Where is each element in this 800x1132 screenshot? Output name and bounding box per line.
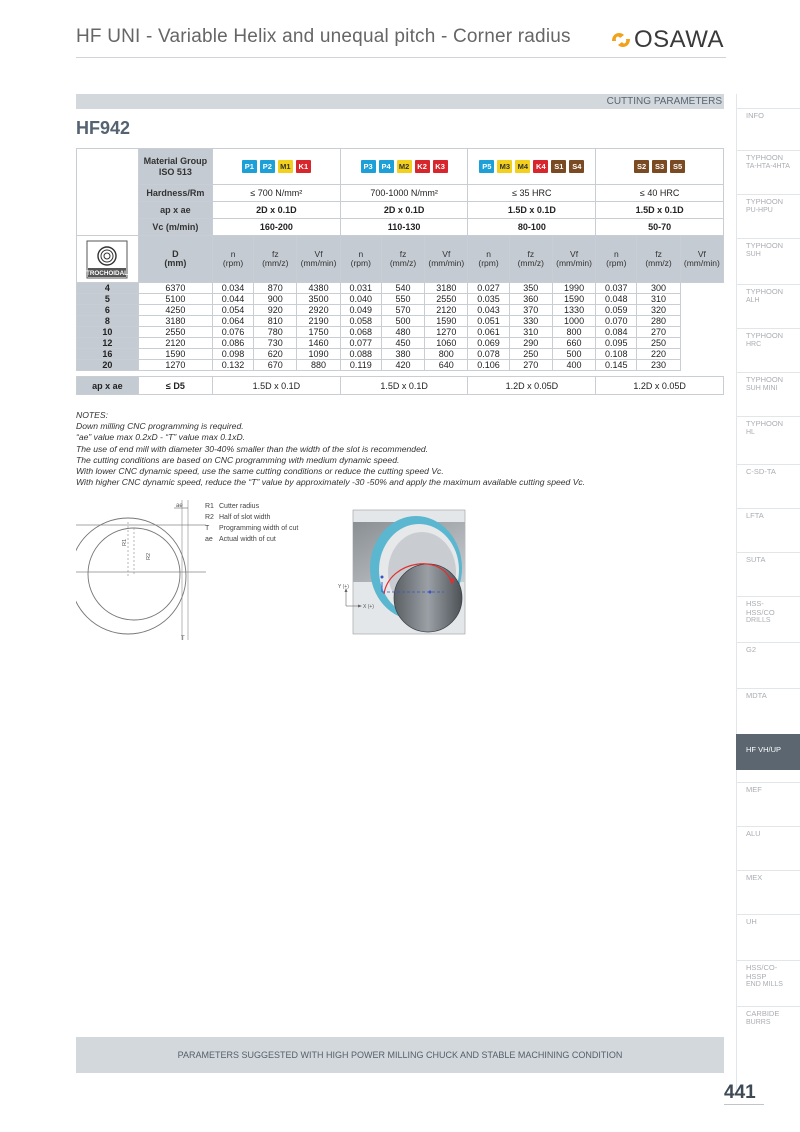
table-cell: 500	[552, 349, 595, 360]
column-header-n: n (rpm)	[468, 236, 509, 283]
table-cell: 330	[509, 316, 552, 327]
material-group-2	[340, 149, 468, 185]
hardness-label: Hardness/Rm	[138, 185, 212, 202]
sidebar-item[interactable]	[736, 688, 800, 722]
apae-value: 2D x 0.1D	[212, 202, 340, 219]
table-cell: 0.078	[468, 349, 509, 360]
apae-row-label: ap x ae	[77, 377, 139, 395]
apae-row-value: 1.5D x 0.1D	[340, 377, 468, 395]
sidebar-item[interactable]	[736, 328, 800, 362]
table-cell: 620	[254, 349, 297, 360]
sidebar-item[interactable]	[736, 782, 800, 816]
table-cell: 250	[637, 338, 680, 349]
material-chip: P1	[242, 160, 257, 173]
material-chip: P3	[361, 160, 376, 173]
table-cell: 4380	[297, 283, 340, 294]
sidebar-item-label: MEX	[746, 873, 763, 882]
table-cell: 1270	[138, 360, 212, 371]
sidebar-item-sublabel: HRC	[746, 340, 762, 348]
sidebar-item[interactable]	[736, 596, 800, 630]
table-cell: 0.064	[212, 316, 253, 327]
column-header-vf: Vf (mm/min)	[680, 236, 723, 283]
table-cell: 0.119	[340, 360, 381, 371]
material-chip: M4	[515, 160, 530, 173]
table-row	[77, 349, 724, 360]
sidebar-item-sublabel: PU-HPU	[746, 206, 773, 214]
trochoidal-label: TROCHOIDAL	[86, 270, 129, 277]
notes-title: NOTES:	[76, 410, 108, 420]
label-ae: ae	[176, 503, 183, 509]
table-row	[77, 316, 724, 327]
table-cell: 0.051	[468, 316, 509, 327]
table-cell: 0.068	[340, 327, 381, 338]
table-cell: 270	[637, 327, 680, 338]
table-cell: 1590	[138, 349, 212, 360]
vc-value: 50-70	[596, 219, 724, 236]
table-cell: 0.086	[212, 338, 253, 349]
sidebar-item-label: ALU	[746, 829, 761, 838]
sidebar-item[interactable]	[736, 372, 800, 406]
cutting-parameters-table	[76, 148, 724, 371]
material-chip: S2	[634, 160, 649, 173]
material-chip: P5	[479, 160, 494, 173]
table-cell: 1590	[552, 294, 595, 305]
column-header-fz: fz (mm/z)	[637, 236, 680, 283]
sidebar-item-label: TYPHOON	[746, 419, 784, 428]
table-cell: 540	[381, 283, 424, 294]
table-cell: 570	[381, 305, 424, 316]
sidebar-item-sublabel: DRILLS	[746, 617, 771, 625]
material-chip: S5	[670, 160, 685, 173]
label-r1: R1	[122, 538, 128, 546]
sidebar-item[interactable]	[736, 870, 800, 904]
table-cell: 1750	[297, 327, 340, 338]
apae-row-value: 1.2D x 0.05D	[468, 377, 596, 395]
trochoidal-geometry-diagram	[76, 500, 206, 650]
table-cell: 800	[425, 349, 468, 360]
page-number-divider	[724, 1104, 764, 1105]
trochoidal-icon	[85, 240, 129, 280]
table-cell: 660	[552, 338, 595, 349]
table-cell: 0.088	[340, 349, 381, 360]
sidebar-item[interactable]	[736, 416, 800, 450]
osawa-logo-icon	[610, 29, 632, 51]
table-cell: 0.069	[468, 338, 509, 349]
sidebar-item-label: UH	[746, 917, 757, 926]
table-cell: 3500	[297, 294, 340, 305]
apae-d-condition: ≤ D5	[138, 377, 212, 395]
table-cell: 0.061	[468, 327, 509, 338]
table-cell: 1990	[552, 283, 595, 294]
table-cell: 250	[509, 349, 552, 360]
section-label: CUTTING PARAMETERS	[606, 96, 722, 107]
axis-x-label: X (+)	[363, 604, 374, 610]
material-chip: K4	[533, 160, 548, 173]
note-line: “ae” value max 0.2xD - “T” value max 0.1xD.	[76, 432, 246, 443]
note-line: With higher CNC dynamic speed, reduce the “T” value by approximately -30 -50% and apply the maximum available cutting speed Vc.	[76, 477, 586, 488]
column-header-n: n (rpm)	[340, 236, 381, 283]
legend-text: Programming width of cut	[219, 525, 299, 532]
diameter-cell: 12	[77, 338, 139, 349]
column-header-fz: fz (mm/z)	[509, 236, 552, 283]
diameter-cell: 5	[77, 294, 139, 305]
sidebar-item-sublabel: BURRS	[746, 1018, 771, 1026]
table-cell: 0.070	[596, 316, 637, 327]
table-cell: 920	[254, 305, 297, 316]
sidebar-item-label: INFO	[746, 111, 764, 120]
table-cell: 2190	[297, 316, 340, 327]
sidebar-item[interactable]	[736, 552, 800, 586]
table-cell: 380	[381, 349, 424, 360]
table-cell: 0.044	[212, 294, 253, 305]
table-cell: 0.043	[468, 305, 509, 316]
table-cell: 780	[254, 327, 297, 338]
material-group-1	[212, 149, 340, 185]
column-header-d: D (mm)	[138, 236, 212, 283]
footer-text: PARAMETERS SUGGESTED WITH HIGH POWER MILLING CHUCK AND STABLE MACHINING CONDITION	[177, 1050, 623, 1060]
table-cell: 0.077	[340, 338, 381, 349]
sidebar-item-label: TYPHOON	[746, 197, 784, 206]
sidebar-item[interactable]	[736, 284, 800, 318]
apae-row-value: 1.5D x 0.1D	[212, 377, 340, 395]
column-header-vf: Vf (mm/min)	[297, 236, 340, 283]
table-cell: 1270	[425, 327, 468, 338]
table-cell: 800	[552, 327, 595, 338]
material-chip: K1	[296, 160, 311, 173]
sidebar-item-label: HSS/CO-HSSP	[746, 963, 778, 981]
vc-label: Vc (m/min)	[138, 219, 212, 236]
diagram-legend	[205, 501, 298, 545]
diameter-cell: 10	[77, 327, 139, 338]
blank-cell	[77, 149, 139, 236]
table-cell: 0.095	[596, 338, 637, 349]
table-cell: 2120	[425, 305, 468, 316]
table-cell: 3180	[138, 316, 212, 327]
apae-row-value: 1.2D x 0.05D	[596, 377, 724, 395]
apae-value: 1.5D x 0.1D	[596, 202, 724, 219]
table-cell: 320	[637, 305, 680, 316]
table-row	[77, 327, 724, 338]
table-cell: 290	[509, 338, 552, 349]
table-cell: 0.098	[212, 349, 253, 360]
vc-value: 160-200	[212, 219, 340, 236]
table-cell: 500	[381, 316, 424, 327]
apae-value: 1.5D x 0.1D	[468, 202, 596, 219]
table-cell: 5100	[138, 294, 212, 305]
table-cell: 730	[254, 338, 297, 349]
note-line: With lower CNC dynamic speed, use the same cutting conditions or reduce the cutting speed Vc.	[76, 466, 444, 477]
material-chip: M1	[278, 160, 293, 173]
table-cell: 900	[254, 294, 297, 305]
material-chip: S3	[652, 160, 667, 173]
table-cell: 0.049	[340, 305, 381, 316]
sidebar-item-label: CARBIDE	[746, 1009, 780, 1018]
table-cell: 370	[509, 305, 552, 316]
table-cell: 0.054	[212, 305, 253, 316]
table-cell: 2120	[138, 338, 212, 349]
table-cell: 280	[637, 316, 680, 327]
page-number: 441	[724, 1082, 756, 1103]
table-cell: 0.132	[212, 360, 253, 371]
note-line: The use of end mill with diameter 30-40% smaller than the width of the slot is recommended.	[76, 443, 429, 454]
vc-value: 80-100	[468, 219, 596, 236]
sidebar-item-sublabel: ALH	[746, 296, 760, 304]
diameter-cell: 16	[77, 349, 139, 360]
table-row	[77, 294, 724, 305]
table-cell: 1590	[425, 316, 468, 327]
legend-text: Actual width of cut	[219, 536, 276, 543]
sidebar-item[interactable]	[736, 108, 800, 142]
material-chip: S1	[551, 160, 566, 173]
osawa-logo	[610, 26, 724, 54]
table-cell: 310	[637, 294, 680, 305]
table-cell: 0.058	[340, 316, 381, 327]
sidebar-item-sublabel: END MILLS	[746, 981, 783, 989]
table-cell: 360	[509, 294, 552, 305]
table-cell: 450	[381, 338, 424, 349]
table-row	[77, 338, 724, 349]
table-row	[77, 283, 724, 294]
material-group-3	[468, 149, 596, 185]
sidebar-item-label: G2	[746, 645, 757, 654]
sidebar-item-label: SUTA	[746, 555, 766, 564]
sidebar-item-label: TYPHOON	[746, 331, 784, 340]
table-cell: 420	[381, 360, 424, 371]
sidebar-item-sublabel: TA-HTA-4HTA	[746, 162, 790, 170]
table-cell: 4250	[138, 305, 212, 316]
table-cell: 640	[425, 360, 468, 371]
legend-text: Cutter radius	[219, 503, 260, 510]
table-row	[77, 305, 724, 316]
table-cell: 0.035	[468, 294, 509, 305]
apae-summary-table	[76, 376, 724, 395]
table-cell: 3180	[425, 283, 468, 294]
sidebar-item[interactable]	[736, 508, 800, 542]
table-cell: 1090	[297, 349, 340, 360]
material-chip: K2	[415, 160, 430, 173]
table-cell: 480	[381, 327, 424, 338]
table-cell: 810	[254, 316, 297, 327]
table-cell: 0.037	[596, 283, 637, 294]
diameter-cell: 20	[77, 360, 139, 371]
column-header-vf: Vf (mm/min)	[425, 236, 468, 283]
sidebar-item-label: TYPHOON	[746, 375, 784, 384]
legend-key: T	[205, 525, 210, 532]
label-t: T	[181, 636, 185, 642]
sidebar-item-label: HSS-HSS/CO	[746, 599, 775, 617]
table-cell: 270	[509, 360, 552, 371]
table-cell: 350	[509, 283, 552, 294]
sidebar-item-label: HF VH/UP	[746, 745, 782, 754]
trochoidal-toolpath-illustration	[334, 502, 474, 637]
notes-block	[76, 410, 726, 488]
table-cell: 0.145	[596, 360, 637, 371]
material-group-label	[138, 149, 212, 185]
sidebar-item[interactable]	[736, 150, 800, 184]
column-header-fz: fz (mm/z)	[254, 236, 297, 283]
table-cell: 1330	[552, 305, 595, 316]
material-chip: P4	[379, 160, 394, 173]
table-cell: 550	[381, 294, 424, 305]
note-line: The cutting conditions are based on CNC programming with medium dynamic speed.	[76, 454, 400, 465]
table-cell: 0.048	[596, 294, 637, 305]
sidebar-item-label: TYPHOON	[746, 153, 784, 162]
table-cell: 0.076	[212, 327, 253, 338]
column-header-fz: fz (mm/z)	[381, 236, 424, 283]
table-cell: 0.059	[596, 305, 637, 316]
table-cell: 0.108	[596, 349, 637, 360]
table-cell: 2920	[297, 305, 340, 316]
table-cell: 230	[637, 360, 680, 371]
sidebar-item[interactable]	[736, 1006, 800, 1040]
trochoidal-icon-cell	[77, 236, 139, 283]
table-cell: 0.027	[468, 283, 509, 294]
sidebar-item-sublabel: SUH MINI	[746, 384, 778, 392]
table-cell: 220	[637, 349, 680, 360]
material-chip: K3	[433, 160, 448, 173]
material-group-text: Material Group ISO 513	[143, 155, 208, 177]
table-cell: 0.040	[340, 294, 381, 305]
column-header-n: n (rpm)	[212, 236, 253, 283]
table-row	[77, 360, 724, 371]
sidebar-item[interactable]	[736, 642, 800, 676]
legend-text: Half of slot width	[219, 514, 271, 521]
legend-key: ae	[205, 536, 213, 543]
table-cell: 0.084	[596, 327, 637, 338]
table-cell: 1460	[297, 338, 340, 349]
table-cell: 310	[509, 327, 552, 338]
sidebar-item-label: MEF	[746, 785, 762, 794]
sidebar-item[interactable]	[736, 826, 800, 860]
material-group-4	[596, 149, 724, 185]
logo-text: OSAWA	[634, 26, 725, 53]
sidebar-item-label: TYPHOON	[746, 287, 784, 296]
apae-label: ap x ae	[138, 202, 212, 219]
vc-value: 110-130	[340, 219, 468, 236]
product-code: HF942	[76, 118, 131, 138]
material-chip: M3	[497, 160, 512, 173]
table-cell: 0.034	[212, 283, 253, 294]
table-cell: 670	[254, 360, 297, 371]
table-cell: 6370	[138, 283, 212, 294]
hardness-value: ≤ 35 HRC	[468, 185, 596, 202]
legend-key: R1	[205, 503, 214, 510]
section-band	[76, 94, 724, 109]
label-r2: R2	[146, 552, 152, 560]
table-cell: 400	[552, 360, 595, 371]
apae-value: 2D x 0.1D	[340, 202, 468, 219]
hardness-value: ≤ 700 N/mm²	[212, 185, 340, 202]
note-line: Down milling CNC programming is required.	[76, 421, 244, 432]
column-header-n: n (rpm)	[596, 236, 637, 283]
diameter-cell: 6	[77, 305, 139, 316]
axis-y-label: Y (+)	[338, 584, 349, 590]
table-cell: 0.106	[468, 360, 509, 371]
hardness-value: 700-1000 N/mm²	[340, 185, 468, 202]
diameter-cell: 4	[77, 283, 139, 294]
sidebar-item-sublabel: SUH	[746, 250, 761, 258]
sidebar-item[interactable]	[736, 238, 800, 272]
sidebar-item-sublabel: HL	[746, 428, 755, 436]
column-header-vf: Vf (mm/min)	[552, 236, 595, 283]
material-chip: P2	[260, 160, 275, 173]
sidebar-item-label: LFTA	[746, 511, 764, 520]
table-cell: 2550	[425, 294, 468, 305]
diameter-cell: 8	[77, 316, 139, 327]
footer-band	[76, 1037, 724, 1073]
sidebar-item-label: TYPHOON	[746, 241, 784, 250]
sidebar-item[interactable]	[736, 464, 800, 498]
table-cell: 1060	[425, 338, 468, 349]
table-cell: 0.031	[340, 283, 381, 294]
table-cell: 2550	[138, 327, 212, 338]
sidebar-item-label: MDTA	[746, 691, 767, 700]
header-divider	[76, 57, 726, 58]
table-cell: 300	[637, 283, 680, 294]
table-cell: 880	[297, 360, 340, 371]
sidebar-item[interactable]	[736, 734, 800, 770]
table-cell: 870	[254, 283, 297, 294]
sidebar-item-label: C-SD-TA	[746, 467, 776, 476]
sidebar-item[interactable]	[736, 960, 800, 994]
page-header-title: HF UNI - Variable Helix and unequal pitch - Corner radius	[76, 26, 571, 47]
hardness-value: ≤ 40 HRC	[596, 185, 724, 202]
material-chip: S4	[569, 160, 584, 173]
legend-key: R2	[205, 514, 214, 521]
material-chip: M2	[397, 160, 412, 173]
table-cell: 1000	[552, 316, 595, 327]
sidebar-item[interactable]	[736, 194, 800, 228]
sidebar-item[interactable]	[736, 914, 800, 948]
